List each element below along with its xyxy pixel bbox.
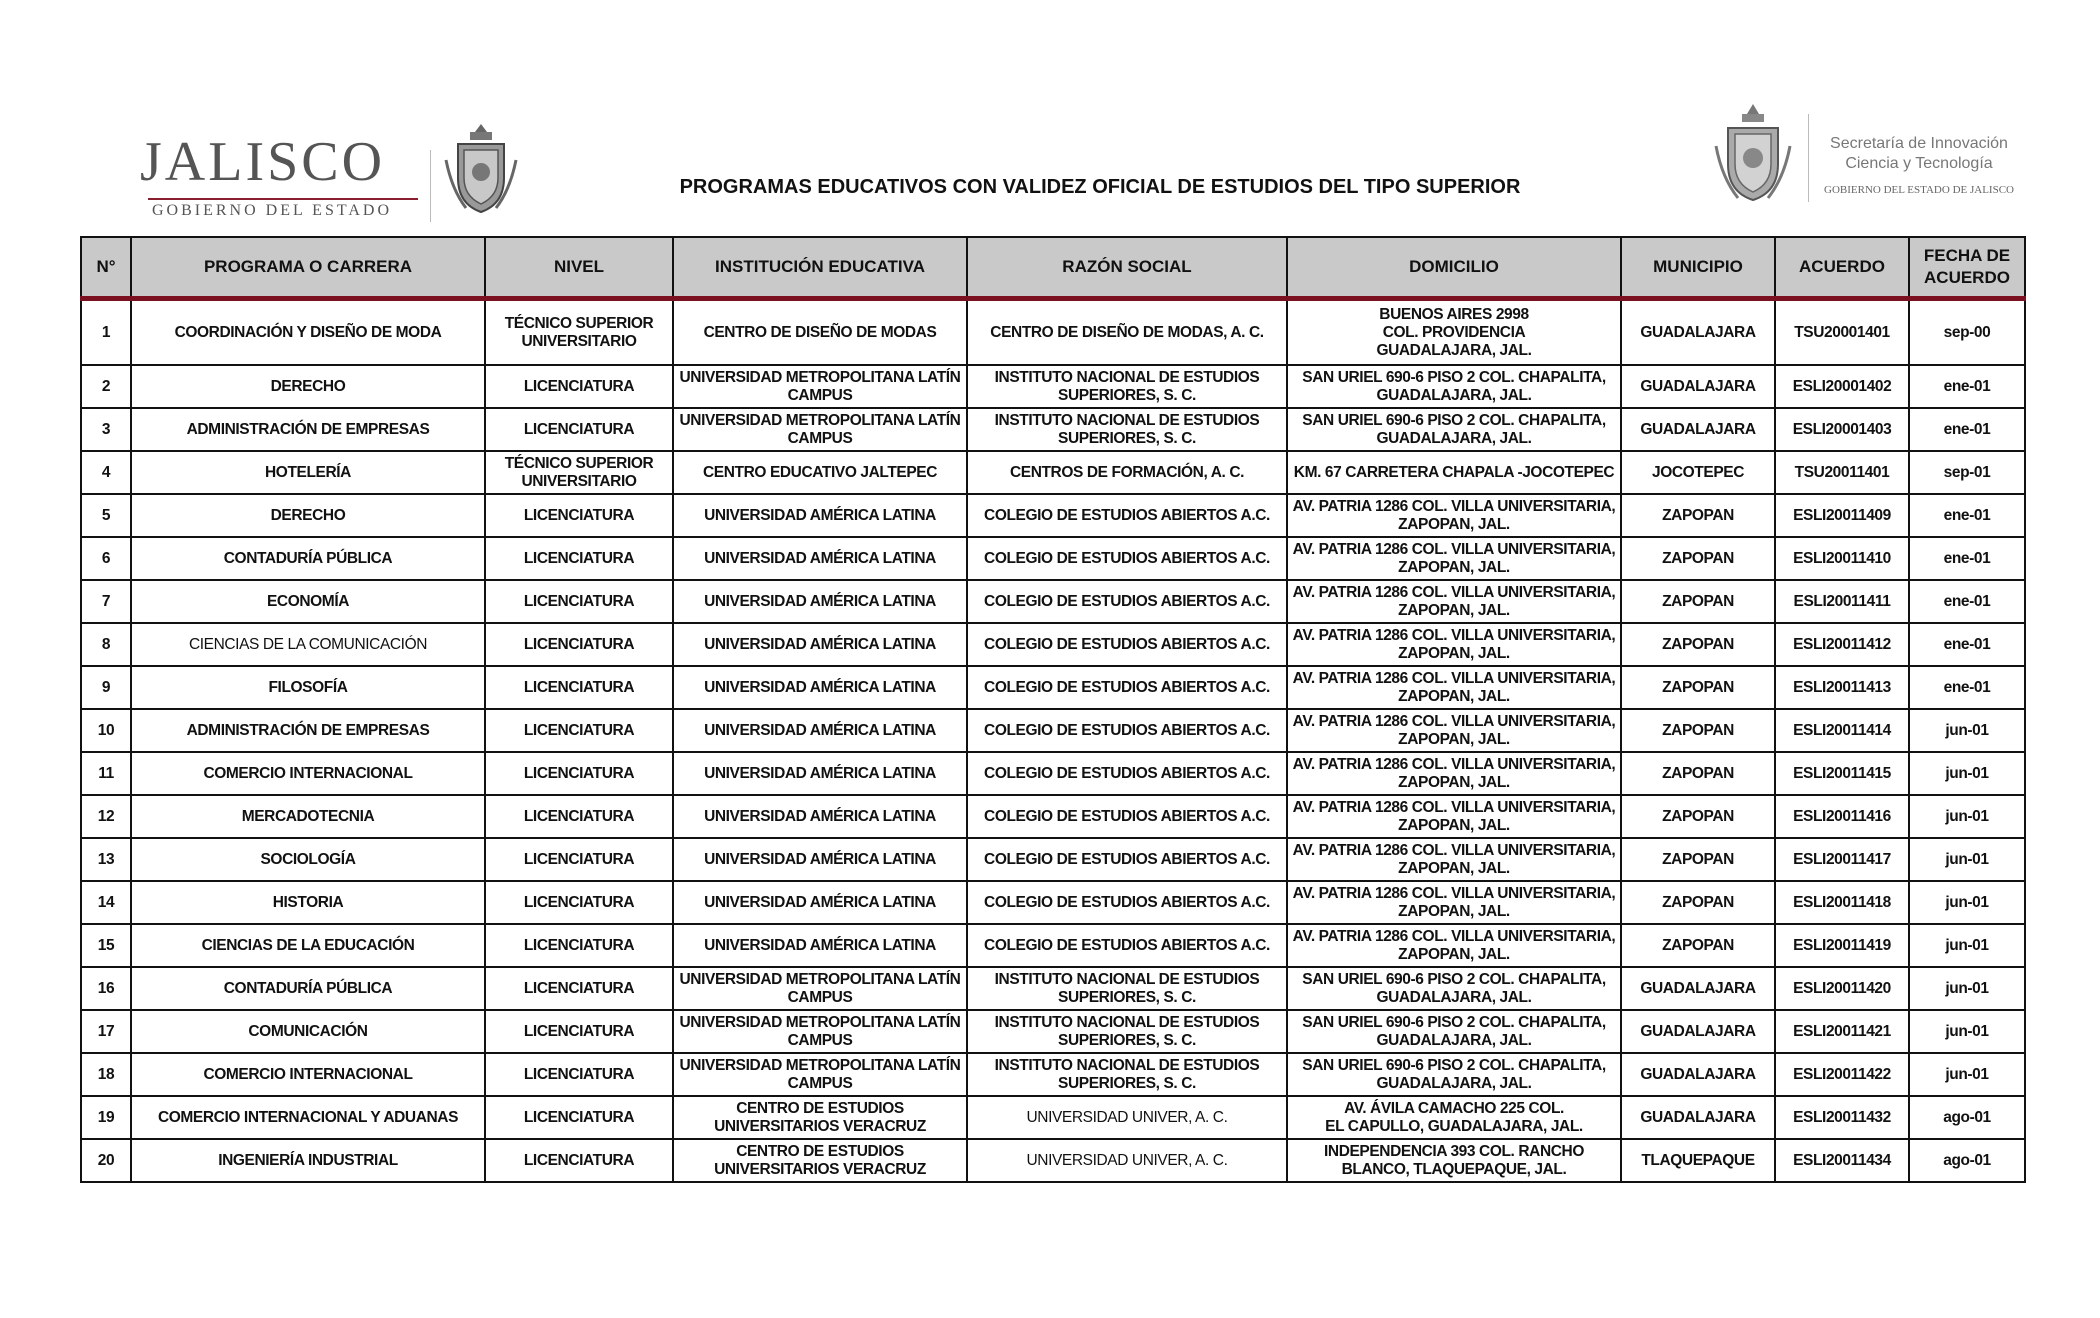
table-row: [81, 795, 2025, 838]
cell-razon: CENTRO DE DISEÑO DE MODAS, A. C.: [967, 299, 1287, 366]
cell-no: 1: [81, 299, 131, 366]
cell-institucion: UNIVERSIDAD METROPOLITANA LATÍN CAMPUS: [673, 1053, 967, 1096]
cell-municipio: GUADALAJARA: [1621, 1053, 1775, 1096]
cell-municipio: ZAPOPAN: [1621, 537, 1775, 580]
cell-razon: INSTITUTO NACIONAL DE ESTUDIOS SUPERIORES, S. C.: [967, 1010, 1287, 1053]
cell-no: 4: [81, 451, 131, 494]
cell-no: 14: [81, 881, 131, 924]
cell-municipio: GUADALAJARA: [1621, 1096, 1775, 1139]
table-row: [81, 709, 2025, 752]
cell-fecha: ene-01: [1909, 408, 2025, 451]
cell-nivel: LICENCIATURA: [485, 881, 673, 924]
cell-no: 9: [81, 666, 131, 709]
cell-institucion: CENTRO DE ESTUDIOS UNIVERSITARIOS VERACRUZ: [673, 1139, 967, 1182]
cell-acuerdo: ESLI20011412: [1775, 623, 1909, 666]
col-header-no: N°: [81, 237, 131, 299]
cell-domicilio: AV. PATRIA 1286 COL. VILLA UNIVERSITARIA, ZAPOPAN, JAL.: [1287, 494, 1621, 537]
cell-programa: DERECHO: [131, 365, 485, 408]
cell-programa: MERCADOTECNIA: [131, 795, 485, 838]
col-header-domicilio: DOMICILIO: [1287, 237, 1621, 299]
cell-programa: ADMINISTRACIÓN DE EMPRESAS: [131, 408, 485, 451]
cell-no: 11: [81, 752, 131, 795]
table-row: [81, 1010, 2025, 1053]
cell-institucion: UNIVERSIDAD METROPOLITANA LATÍN CAMPUS: [673, 365, 967, 408]
cell-municipio: GUADALAJARA: [1621, 1010, 1775, 1053]
cell-nivel: LICENCIATURA: [485, 580, 673, 623]
cell-domicilio: AV. PATRIA 1286 COL. VILLA UNIVERSITARIA, ZAPOPAN, JAL.: [1287, 795, 1621, 838]
cell-domicilio: AV. PATRIA 1286 COL. VILLA UNIVERSITARIA, ZAPOPAN, JAL.: [1287, 709, 1621, 752]
cell-programa: DERECHO: [131, 494, 485, 537]
col-header-programa: PROGRAMA O CARRERA: [131, 237, 485, 299]
cell-programa: HOTELERÍA: [131, 451, 485, 494]
cell-nivel: LICENCIATURA: [485, 365, 673, 408]
cell-domicilio: SAN URIEL 690-6 PISO 2 COL. CHAPALITA, GUADALAJARA, JAL.: [1287, 967, 1621, 1010]
cell-institucion: UNIVERSIDAD METROPOLITANA LATÍN CAMPUS: [673, 1010, 967, 1053]
cell-fecha: ago-01: [1909, 1096, 2025, 1139]
cell-institucion: UNIVERSIDAD AMÉRICA LATINA: [673, 666, 967, 709]
cell-acuerdo: TSU20011401: [1775, 451, 1909, 494]
table-row: [81, 580, 2025, 623]
cell-nivel: LICENCIATURA: [485, 537, 673, 580]
cell-domicilio: AV. PATRIA 1286 COL. VILLA UNIVERSITARIA, ZAPOPAN, JAL.: [1287, 881, 1621, 924]
cell-acuerdo: ESLI20011432: [1775, 1096, 1909, 1139]
cell-domicilio: AV. PATRIA 1286 COL. VILLA UNIVERSITARIA, ZAPOPAN, JAL.: [1287, 838, 1621, 881]
cell-fecha: sep-00: [1909, 299, 2025, 366]
jalisco-logo: [140, 114, 500, 219]
coat-of-arms-icon: [440, 120, 522, 220]
cell-acuerdo: ESLI20011419: [1775, 924, 1909, 967]
cell-institucion: UNIVERSIDAD METROPOLITANA LATÍN CAMPUS: [673, 408, 967, 451]
cell-acuerdo: ESLI20011410: [1775, 537, 1909, 580]
cell-no: 2: [81, 365, 131, 408]
cell-domicilio: AV. ÁVILA CAMACHO 225 COL. EL CAPULLO, GUADALAJARA, JAL.: [1287, 1096, 1621, 1139]
table-header-row: [81, 237, 2025, 299]
table-body: [81, 299, 2025, 1183]
cell-nivel: LICENCIATURA: [485, 924, 673, 967]
cell-municipio: ZAPOPAN: [1621, 580, 1775, 623]
cell-institucion: UNIVERSIDAD AMÉRICA LATINA: [673, 537, 967, 580]
cell-razon: COLEGIO DE ESTUDIOS ABIERTOS A.C.: [967, 666, 1287, 709]
cell-institucion: CENTRO EDUCATIVO JALTEPEC: [673, 451, 967, 494]
cell-fecha: jun-01: [1909, 967, 2025, 1010]
col-header-nivel: NIVEL: [485, 237, 673, 299]
cell-municipio: ZAPOPAN: [1621, 666, 1775, 709]
cell-nivel: LICENCIATURA: [485, 623, 673, 666]
cell-municipio: JOCOTEPEC: [1621, 451, 1775, 494]
cell-fecha: jun-01: [1909, 924, 2025, 967]
cell-acuerdo: ESLI20011414: [1775, 709, 1909, 752]
cell-acuerdo: ESLI20011434: [1775, 1139, 1909, 1182]
cell-nivel: LICENCIATURA: [485, 1139, 673, 1182]
cell-acuerdo: ESLI20011420: [1775, 967, 1909, 1010]
cell-no: 12: [81, 795, 131, 838]
cell-acuerdo: ESLI20011417: [1775, 838, 1909, 881]
cell-razon: INSTITUTO NACIONAL DE ESTUDIOS SUPERIORES, S. C.: [967, 365, 1287, 408]
cell-domicilio: SAN URIEL 690-6 PISO 2 COL. CHAPALITA, GUADALAJARA, JAL.: [1287, 1053, 1621, 1096]
col-header-razon-social: RAZÓN SOCIAL: [967, 237, 1287, 299]
cell-programa: COMERCIO INTERNACIONAL: [131, 752, 485, 795]
cell-no: 20: [81, 1139, 131, 1182]
col-header-acuerdo: ACUERDO: [1775, 237, 1909, 299]
table-row: [81, 1096, 2025, 1139]
cell-no: 18: [81, 1053, 131, 1096]
cell-acuerdo: ESLI20001403: [1775, 408, 1909, 451]
col-header-municipio: MUNICIPIO: [1621, 237, 1775, 299]
secretaria-logo: [1700, 100, 2030, 210]
cell-razon: COLEGIO DE ESTUDIOS ABIERTOS A.C.: [967, 709, 1287, 752]
cell-nivel: LICENCIATURA: [485, 408, 673, 451]
cell-fecha: sep-01: [1909, 451, 2025, 494]
cell-acuerdo: ESLI20001402: [1775, 365, 1909, 408]
logo-subtitle: GOBIERNO DEL ESTADO: [152, 202, 392, 219]
cell-municipio: ZAPOPAN: [1621, 752, 1775, 795]
cell-fecha: jun-01: [1909, 709, 2025, 752]
cell-institucion: UNIVERSIDAD AMÉRICA LATINA: [673, 881, 967, 924]
cell-razon: INSTITUTO NACIONAL DE ESTUDIOS SUPERIORES, S. C.: [967, 1053, 1287, 1096]
cell-razon: COLEGIO DE ESTUDIOS ABIERTOS A.C.: [967, 623, 1287, 666]
cell-no: 5: [81, 494, 131, 537]
cell-domicilio: BUENOS AIRES 2998 COL. PROVIDENCIA GUADALAJARA, JAL.: [1287, 299, 1621, 366]
cell-domicilio: SAN URIEL 690-6 PISO 2 COL. CHAPALITA, GUADALAJARA, JAL.: [1287, 365, 1621, 408]
cell-municipio: ZAPOPAN: [1621, 709, 1775, 752]
cell-no: 6: [81, 537, 131, 580]
cell-razon: COLEGIO DE ESTUDIOS ABIERTOS A.C.: [967, 795, 1287, 838]
table-row: [81, 967, 2025, 1010]
cell-nivel: LICENCIATURA: [485, 1010, 673, 1053]
cell-programa: CIENCIAS DE LA COMUNICACIÓN: [131, 623, 485, 666]
table-row: [81, 1139, 2025, 1182]
cell-nivel: LICENCIATURA: [485, 795, 673, 838]
cell-fecha: ene-01: [1909, 537, 2025, 580]
cell-programa: CONTADURÍA PÚBLICA: [131, 967, 485, 1010]
cell-acuerdo: ESLI20011422: [1775, 1053, 1909, 1096]
cell-institucion: UNIVERSIDAD AMÉRICA LATINA: [673, 623, 967, 666]
cell-nivel: LICENCIATURA: [485, 1053, 673, 1096]
cell-razon: UNIVERSIDAD UNIVER, A. C.: [967, 1139, 1287, 1182]
cell-fecha: ago-01: [1909, 1139, 2025, 1182]
cell-no: 19: [81, 1096, 131, 1139]
cell-municipio: ZAPOPAN: [1621, 623, 1775, 666]
cell-razon: COLEGIO DE ESTUDIOS ABIERTOS A.C.: [967, 580, 1287, 623]
cell-programa: ADMINISTRACIÓN DE EMPRESAS: [131, 709, 485, 752]
cell-institucion: CENTRO DE ESTUDIOS UNIVERSITARIOS VERACRUZ: [673, 1096, 967, 1139]
table-row: [81, 752, 2025, 795]
cell-nivel: TÉCNICO SUPERIOR UNIVERSITARIO: [485, 451, 673, 494]
cell-razon: COLEGIO DE ESTUDIOS ABIERTOS A.C.: [967, 494, 1287, 537]
cell-municipio: TLAQUEPAQUE: [1621, 1139, 1775, 1182]
cell-municipio: ZAPOPAN: [1621, 924, 1775, 967]
cell-no: 17: [81, 1010, 131, 1053]
cell-institucion: UNIVERSIDAD AMÉRICA LATINA: [673, 795, 967, 838]
table-row: [81, 365, 2025, 408]
cell-municipio: ZAPOPAN: [1621, 838, 1775, 881]
cell-nivel: LICENCIATURA: [485, 709, 673, 752]
cell-no: 3: [81, 408, 131, 451]
cell-institucion: UNIVERSIDAD AMÉRICA LATINA: [673, 752, 967, 795]
cell-domicilio: AV. PATRIA 1286 COL. VILLA UNIVERSITARIA, ZAPOPAN, JAL.: [1287, 580, 1621, 623]
cell-domicilio: KM. 67 CARRETERA CHAPALA -JOCOTEPEC: [1287, 451, 1621, 494]
cell-fecha: jun-01: [1909, 881, 2025, 924]
cell-municipio: GUADALAJARA: [1621, 967, 1775, 1010]
cell-domicilio: INDEPENDENCIA 393 COL. RANCHO BLANCO, TLAQUEPAQUE, JAL.: [1287, 1139, 1621, 1182]
cell-municipio: GUADALAJARA: [1621, 365, 1775, 408]
cell-domicilio: AV. PATRIA 1286 COL. VILLA UNIVERSITARIA, ZAPOPAN, JAL.: [1287, 924, 1621, 967]
cell-programa: COORDINACIÓN Y DISEÑO DE MODA: [131, 299, 485, 366]
cell-no: 16: [81, 967, 131, 1010]
cell-razon: INSTITUTO NACIONAL DE ESTUDIOS SUPERIORES, S. C.: [967, 408, 1287, 451]
cell-no: 15: [81, 924, 131, 967]
cell-institucion: UNIVERSIDAD AMÉRICA LATINA: [673, 580, 967, 623]
table-row: [81, 881, 2025, 924]
cell-acuerdo: ESLI20011415: [1775, 752, 1909, 795]
cell-fecha: jun-01: [1909, 1010, 2025, 1053]
table-row: [81, 494, 2025, 537]
cell-municipio: GUADALAJARA: [1621, 408, 1775, 451]
table-row: [81, 299, 2025, 366]
cell-domicilio: AV. PATRIA 1286 COL. VILLA UNIVERSITARIA, ZAPOPAN, JAL.: [1287, 666, 1621, 709]
cell-nivel: TÉCNICO SUPERIOR UNIVERSITARIO: [485, 299, 673, 366]
logo-wordmark: JALISCO: [140, 131, 386, 193]
cell-municipio: ZAPOPAN: [1621, 494, 1775, 537]
cell-fecha: ene-01: [1909, 580, 2025, 623]
cell-nivel: LICENCIATURA: [485, 752, 673, 795]
cell-fecha: jun-01: [1909, 1053, 2025, 1096]
cell-institucion: UNIVERSIDAD AMÉRICA LATINA: [673, 924, 967, 967]
cell-programa: CIENCIAS DE LA EDUCACIÓN: [131, 924, 485, 967]
cell-razon: COLEGIO DE ESTUDIOS ABIERTOS A.C.: [967, 881, 1287, 924]
cell-fecha: jun-01: [1909, 752, 2025, 795]
cell-municipio: GUADALAJARA: [1621, 299, 1775, 366]
cell-domicilio: SAN URIEL 690-6 PISO 2 COL. CHAPALITA, GUADALAJARA, JAL.: [1287, 1010, 1621, 1053]
table-row: [81, 408, 2025, 451]
cell-razon: COLEGIO DE ESTUDIOS ABIERTOS A.C.: [967, 924, 1287, 967]
cell-nivel: LICENCIATURA: [485, 666, 673, 709]
cell-programa: HISTORIA: [131, 881, 485, 924]
cell-acuerdo: TSU20001401: [1775, 299, 1909, 366]
secretaria-line-2: Ciencia y Tecnología: [1845, 155, 1993, 172]
table-row: [81, 666, 2025, 709]
cell-acuerdo: ESLI20011418: [1775, 881, 1909, 924]
logo-separator: [1808, 114, 1809, 202]
cell-programa: INGENIERÍA INDUSTRIAL: [131, 1139, 485, 1182]
cell-fecha: ene-01: [1909, 365, 2025, 408]
table-row: [81, 451, 2025, 494]
cell-nivel: LICENCIATURA: [485, 1096, 673, 1139]
cell-fecha: jun-01: [1909, 838, 2025, 881]
cell-no: 13: [81, 838, 131, 881]
cell-fecha: ene-01: [1909, 494, 2025, 537]
secretaria-subtitle: GOBIERNO DEL ESTADO DE JALISCO: [1824, 184, 2014, 196]
cell-domicilio: SAN URIEL 690-6 PISO 2 COL. CHAPALITA, GUADALAJARA, JAL.: [1287, 408, 1621, 451]
cell-municipio: ZAPOPAN: [1621, 881, 1775, 924]
cell-domicilio: AV. PATRIA 1286 COL. VILLA UNIVERSITARIA, ZAPOPAN, JAL.: [1287, 623, 1621, 666]
secretaria-line-1: Secretaría de Innovación: [1830, 135, 2008, 152]
cell-acuerdo: ESLI20011421: [1775, 1010, 1909, 1053]
col-header-institucion: INSTITUCIÓN EDUCATIVA: [673, 237, 967, 299]
document-title: PROGRAMAS EDUCATIVOS CON VALIDEZ OFICIAL DE ESTUDIOS DEL TIPO SUPERIOR: [679, 176, 1521, 198]
cell-acuerdo: ESLI20011411: [1775, 580, 1909, 623]
cell-domicilio: AV. PATRIA 1286 COL. VILLA UNIVERSITARIA, ZAPOPAN, JAL.: [1287, 537, 1621, 580]
cell-institucion: CENTRO DE DISEÑO DE MODAS: [673, 299, 967, 366]
table-row: [81, 924, 2025, 967]
cell-acuerdo: ESLI20011416: [1775, 795, 1909, 838]
cell-domicilio: AV. PATRIA 1286 COL. VILLA UNIVERSITARIA, ZAPOPAN, JAL.: [1287, 752, 1621, 795]
cell-programa: CONTADURÍA PÚBLICA: [131, 537, 485, 580]
cell-nivel: LICENCIATURA: [485, 494, 673, 537]
cell-programa: COMUNICACIÓN: [131, 1010, 485, 1053]
cell-no: 8: [81, 623, 131, 666]
cell-fecha: ene-01: [1909, 623, 2025, 666]
cell-razon: COLEGIO DE ESTUDIOS ABIERTOS A.C.: [967, 537, 1287, 580]
cell-acuerdo: ESLI20011413: [1775, 666, 1909, 709]
cell-programa: ECONOMÍA: [131, 580, 485, 623]
cell-razon: CENTROS DE FORMACIÓN, A. C.: [967, 451, 1287, 494]
coat-of-arms-icon: [1710, 100, 1796, 210]
cell-programa: SOCIOLOGÍA: [131, 838, 485, 881]
cell-institucion: UNIVERSIDAD AMÉRICA LATINA: [673, 709, 967, 752]
cell-razon: COLEGIO DE ESTUDIOS ABIERTOS A.C.: [967, 838, 1287, 881]
cell-no: 7: [81, 580, 131, 623]
cell-nivel: LICENCIATURA: [485, 967, 673, 1010]
cell-razon: INSTITUTO NACIONAL DE ESTUDIOS SUPERIORES, S. C.: [967, 967, 1287, 1010]
cell-institucion: UNIVERSIDAD AMÉRICA LATINA: [673, 838, 967, 881]
cell-institucion: UNIVERSIDAD AMÉRICA LATINA: [673, 494, 967, 537]
table-row: [81, 838, 2025, 881]
cell-programa: COMERCIO INTERNACIONAL Y ADUANAS: [131, 1096, 485, 1139]
col-header-fecha: FECHA DE ACUERDO: [1909, 237, 2025, 299]
cell-municipio: ZAPOPAN: [1621, 795, 1775, 838]
cell-razon: UNIVERSIDAD UNIVER, A. C.: [967, 1096, 1287, 1139]
cell-programa: COMERCIO INTERNACIONAL: [131, 1053, 485, 1096]
table-row: [81, 537, 2025, 580]
cell-fecha: jun-01: [1909, 795, 2025, 838]
cell-acuerdo: ESLI20011409: [1775, 494, 1909, 537]
cell-nivel: LICENCIATURA: [485, 838, 673, 881]
cell-programa: FILOSOFÍA: [131, 666, 485, 709]
secretaria-name: [1814, 134, 2024, 174]
cell-fecha: ene-01: [1909, 666, 2025, 709]
table-row: [81, 623, 2025, 666]
cell-no: 10: [81, 709, 131, 752]
cell-razon: COLEGIO DE ESTUDIOS ABIERTOS A.C.: [967, 752, 1287, 795]
programs-table: [80, 236, 2026, 1183]
table-row: [81, 1053, 2025, 1096]
cell-institucion: UNIVERSIDAD METROPOLITANA LATÍN CAMPUS: [673, 967, 967, 1010]
